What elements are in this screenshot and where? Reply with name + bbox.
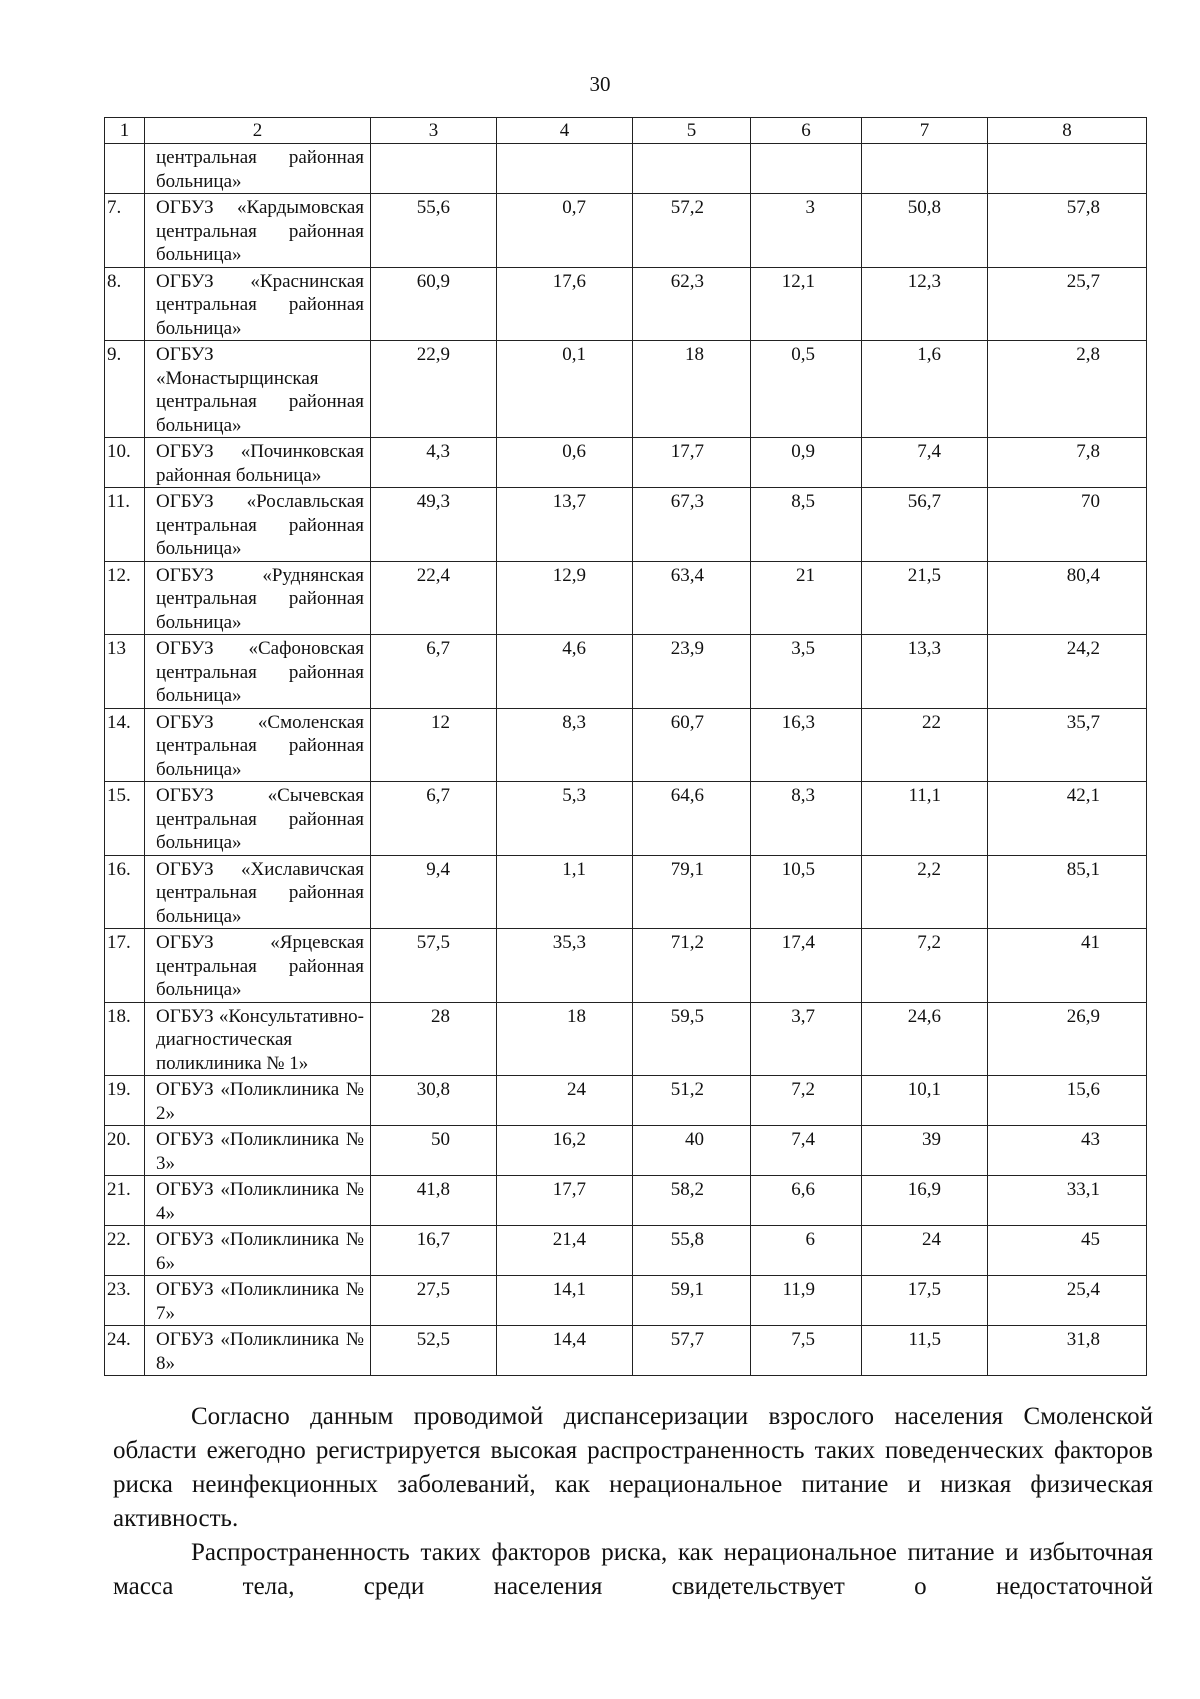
value-cell-col4: 16,2 [497, 1126, 633, 1176]
value-cell-col7: 39 [862, 1126, 988, 1176]
value-cell-col4 [497, 144, 633, 194]
value-cell-col7: 1,6 [862, 341, 988, 438]
value-cell-col5: 71,2 [633, 929, 751, 1003]
value-cell-col3: 22,9 [371, 341, 497, 438]
value-cell-col6: 10,5 [751, 855, 862, 929]
table-row [105, 708, 1147, 782]
value-cell-col3: 30,8 [371, 1076, 497, 1126]
table-row [105, 929, 1147, 1003]
value-cell-col5: 57,7 [633, 1326, 751, 1376]
value-cell-col6 [751, 144, 862, 194]
value-cell-col4: 21,4 [497, 1226, 633, 1276]
value-cell-col5: 55,8 [633, 1226, 751, 1276]
table-row [105, 635, 1147, 709]
table-row [105, 488, 1147, 562]
value-cell-col4: 0,6 [497, 438, 633, 488]
institution-name-cell: ОГБУЗ «Поликлиника № 3» [145, 1126, 371, 1176]
value-cell-col4: 5,3 [497, 782, 633, 856]
value-cell-col3: 27,5 [371, 1276, 497, 1326]
value-cell-col3: 6,7 [371, 635, 497, 709]
value-cell-col4: 24 [497, 1076, 633, 1126]
value-cell-col3: 6,7 [371, 782, 497, 856]
paragraph-1 [113, 1400, 1153, 1536]
value-cell-col7: 24,6 [862, 1002, 988, 1076]
value-cell-col8: 43 [988, 1126, 1147, 1176]
institution-name-cell: ОГБУЗ «Поликлиника № 7» [145, 1276, 371, 1326]
value-cell-col3 [371, 144, 497, 194]
value-cell-col4: 35,3 [497, 929, 633, 1003]
institution-name-cell: ОГБУЗ «Поликлиника № 6» [145, 1226, 371, 1276]
value-cell-col8: 41 [988, 929, 1147, 1003]
institution-name-cell: центральная районная больница» [145, 144, 371, 194]
row-index-cell: 22. [105, 1226, 145, 1276]
value-cell-col4: 17,6 [497, 267, 633, 341]
value-cell-col3: 49,3 [371, 488, 497, 562]
value-cell-col3: 52,5 [371, 1326, 497, 1376]
value-cell-col3: 9,4 [371, 855, 497, 929]
row-index-cell: 19. [105, 1076, 145, 1126]
table-row [105, 194, 1147, 268]
value-cell-col3: 55,6 [371, 194, 497, 268]
table-body [105, 118, 1147, 1376]
table-row [105, 1176, 1147, 1226]
paragraph-text: Распространенность таких факторов риска, как нерациональное питание и избыточная масса тела, среди населения свидетельствует о недостаточной [113, 1539, 1153, 1600]
row-index-cell: 11. [105, 488, 145, 562]
value-cell-col6: 0,9 [751, 438, 862, 488]
value-cell-col5: 18 [633, 341, 751, 438]
value-cell-col4: 13,7 [497, 488, 633, 562]
institution-name-cell: ОГБУЗ «Хиславичская центральная районная больница» [145, 855, 371, 929]
institution-name-cell: ОГБУЗ «Краснинская центральная районная больница» [145, 267, 371, 341]
value-cell-col3: 57,5 [371, 929, 497, 1003]
value-cell-col3: 16,7 [371, 1226, 497, 1276]
value-cell-col7: 11,1 [862, 782, 988, 856]
header-cell: 6 [751, 118, 862, 144]
header-cell: 2 [145, 118, 371, 144]
row-index-cell: 23. [105, 1276, 145, 1326]
value-cell-col5: 59,1 [633, 1276, 751, 1326]
institution-name-cell: ОГБУЗ «Поликлиника № 8» [145, 1326, 371, 1376]
table-row [105, 267, 1147, 341]
page-number: 30 [589, 72, 611, 96]
value-cell-col4: 12,9 [497, 561, 633, 635]
row-index-cell: 10. [105, 438, 145, 488]
value-cell-col4: 8,3 [497, 708, 633, 782]
value-cell-col8: 7,8 [988, 438, 1147, 488]
institution-name-cell: ОГБУЗ «Монастырщинская центральная районная больница» [145, 341, 371, 438]
table-row [105, 1126, 1147, 1176]
value-cell-col6: 3,5 [751, 635, 862, 709]
header-cell: 3 [371, 118, 497, 144]
value-cell-col6: 6,6 [751, 1176, 862, 1226]
value-cell-col6: 3 [751, 194, 862, 268]
value-cell-col7: 12,3 [862, 267, 988, 341]
header-cell: 5 [633, 118, 751, 144]
value-cell-col7: 17,5 [862, 1276, 988, 1326]
value-cell-col8: 31,8 [988, 1326, 1147, 1376]
value-cell-col6: 0,5 [751, 341, 862, 438]
value-cell-col5: 79,1 [633, 855, 751, 929]
value-cell-col5: 23,9 [633, 635, 751, 709]
institution-name-cell: ОГБУЗ «Ярцевская центральная районная больница» [145, 929, 371, 1003]
value-cell-col7: 10,1 [862, 1076, 988, 1126]
institution-name-cell: ОГБУЗ «Кардымовская центральная районная больница» [145, 194, 371, 268]
row-index-cell: 21. [105, 1176, 145, 1226]
table-row [105, 1076, 1147, 1126]
value-cell-col7: 24 [862, 1226, 988, 1276]
row-index-cell: 15. [105, 782, 145, 856]
value-cell-col5: 59,5 [633, 1002, 751, 1076]
value-cell-col6: 12,1 [751, 267, 862, 341]
table-row [105, 438, 1147, 488]
institution-name-cell: ОГБУЗ «Поликлиника № 4» [145, 1176, 371, 1226]
value-cell-col6: 7,4 [751, 1126, 862, 1176]
value-cell-col8: 45 [988, 1226, 1147, 1276]
value-cell-col8: 26,9 [988, 1002, 1147, 1076]
row-index-cell: 9. [105, 341, 145, 438]
institution-name-cell: ОГБУЗ «Починковская районная больница» [145, 438, 371, 488]
value-cell-col5: 62,3 [633, 267, 751, 341]
institution-name-cell: ОГБУЗ «Рославльская центральная районная больница» [145, 488, 371, 562]
value-cell-col7: 50,8 [862, 194, 988, 268]
row-index-cell [105, 144, 145, 194]
row-index-cell: 8. [105, 267, 145, 341]
value-cell-col7: 22 [862, 708, 988, 782]
table-row [105, 144, 1147, 194]
value-cell-col4: 0,1 [497, 341, 633, 438]
value-cell-col4: 14,1 [497, 1276, 633, 1326]
header-cell: 7 [862, 118, 988, 144]
value-cell-col3: 28 [371, 1002, 497, 1076]
institution-name-cell: ОГБУЗ «Смоленская центральная районная больница» [145, 708, 371, 782]
value-cell-col6: 7,5 [751, 1326, 862, 1376]
value-cell-col8: 24,2 [988, 635, 1147, 709]
value-cell-col7: 7,2 [862, 929, 988, 1003]
table-row [105, 1002, 1147, 1076]
value-cell-col5: 17,7 [633, 438, 751, 488]
value-cell-col6: 21 [751, 561, 862, 635]
value-cell-col6: 8,5 [751, 488, 862, 562]
table-row [105, 1276, 1147, 1326]
value-cell-col3: 41,8 [371, 1176, 497, 1226]
value-cell-col7: 56,7 [862, 488, 988, 562]
value-cell-col4: 1,1 [497, 855, 633, 929]
institution-name-cell: ОГБУЗ «Сычевская центральная районная больница» [145, 782, 371, 856]
value-cell-col5: 67,3 [633, 488, 751, 562]
row-index-cell: 17. [105, 929, 145, 1003]
value-cell-col5: 40 [633, 1126, 751, 1176]
value-cell-col4: 0,7 [497, 194, 633, 268]
value-cell-col6: 6 [751, 1226, 862, 1276]
value-cell-col6: 8,3 [751, 782, 862, 856]
table-row [105, 341, 1147, 438]
value-cell-col4: 14,4 [497, 1326, 633, 1376]
value-cell-col8: 80,4 [988, 561, 1147, 635]
institution-name-cell: ОГБУЗ «Сафоновская центральная районная больница» [145, 635, 371, 709]
value-cell-col3: 4,3 [371, 438, 497, 488]
value-cell-col8: 25,4 [988, 1276, 1147, 1326]
row-index-cell: 24. [105, 1326, 145, 1376]
institution-name-cell: ОГБУЗ «Руднянская центральная районная больница» [145, 561, 371, 635]
row-index-cell: 20. [105, 1126, 145, 1176]
value-cell-col8: 57,8 [988, 194, 1147, 268]
value-cell-col6: 3,7 [751, 1002, 862, 1076]
header-cell: 4 [497, 118, 633, 144]
value-cell-col8: 35,7 [988, 708, 1147, 782]
row-index-cell: 13 [105, 635, 145, 709]
value-cell-col5: 57,2 [633, 194, 751, 268]
value-cell-col3: 50 [371, 1126, 497, 1176]
table-row [105, 1226, 1147, 1276]
table-header-row [105, 118, 1147, 144]
row-index-cell: 12. [105, 561, 145, 635]
data-table [104, 117, 1147, 1376]
institution-name-cell: ОГБУЗ «Поликлиника № 2» [145, 1076, 371, 1126]
table-row [105, 782, 1147, 856]
value-cell-col3: 12 [371, 708, 497, 782]
value-cell-col8 [988, 144, 1147, 194]
table-row [105, 1326, 1147, 1376]
value-cell-col3: 22,4 [371, 561, 497, 635]
value-cell-col8: 85,1 [988, 855, 1147, 929]
paragraph-2 [113, 1536, 1153, 1604]
value-cell-col7: 11,5 [862, 1326, 988, 1376]
value-cell-col8: 42,1 [988, 782, 1147, 856]
value-cell-col7: 16,9 [862, 1176, 988, 1226]
paragraph-text: Согласно данным проводимой диспансеризации взрослого населения Смоленской области ежегодно регистрируется высокая распространенность таких поведенческих факторов риска неинфекционных заболеваний, как нерациональное питание и низкая физическая активность. [113, 1403, 1153, 1532]
value-cell-col6: 17,4 [751, 929, 862, 1003]
row-index-cell: 16. [105, 855, 145, 929]
header-cell: 1 [105, 118, 145, 144]
value-cell-col5: 51,2 [633, 1076, 751, 1126]
value-cell-col8: 33,1 [988, 1176, 1147, 1226]
header-cell: 8 [988, 118, 1147, 144]
value-cell-col8: 25,7 [988, 267, 1147, 341]
value-cell-col7: 2,2 [862, 855, 988, 929]
table-row [105, 855, 1147, 929]
value-cell-col6: 11,9 [751, 1276, 862, 1326]
value-cell-col4: 17,7 [497, 1176, 633, 1226]
value-cell-col7: 7,4 [862, 438, 988, 488]
value-cell-col8: 70 [988, 488, 1147, 562]
value-cell-col7: 13,3 [862, 635, 988, 709]
value-cell-col7 [862, 144, 988, 194]
value-cell-col5 [633, 144, 751, 194]
value-cell-col4: 4,6 [497, 635, 633, 709]
value-cell-col6: 16,3 [751, 708, 862, 782]
value-cell-col6: 7,2 [751, 1076, 862, 1126]
value-cell-col5: 58,2 [633, 1176, 751, 1226]
value-cell-col4: 18 [497, 1002, 633, 1076]
institution-name-cell: ОГБУЗ «Консультативно-диагностическая поликлиника № 1» [145, 1002, 371, 1076]
value-cell-col7: 21,5 [862, 561, 988, 635]
row-index-cell: 7. [105, 194, 145, 268]
value-cell-col8: 15,6 [988, 1076, 1147, 1126]
value-cell-col8: 2,8 [988, 341, 1147, 438]
value-cell-col5: 60,7 [633, 708, 751, 782]
row-index-cell: 14. [105, 708, 145, 782]
row-index-cell: 18. [105, 1002, 145, 1076]
table-row [105, 561, 1147, 635]
value-cell-col5: 63,4 [633, 561, 751, 635]
value-cell-col5: 64,6 [633, 782, 751, 856]
value-cell-col3: 60,9 [371, 267, 497, 341]
